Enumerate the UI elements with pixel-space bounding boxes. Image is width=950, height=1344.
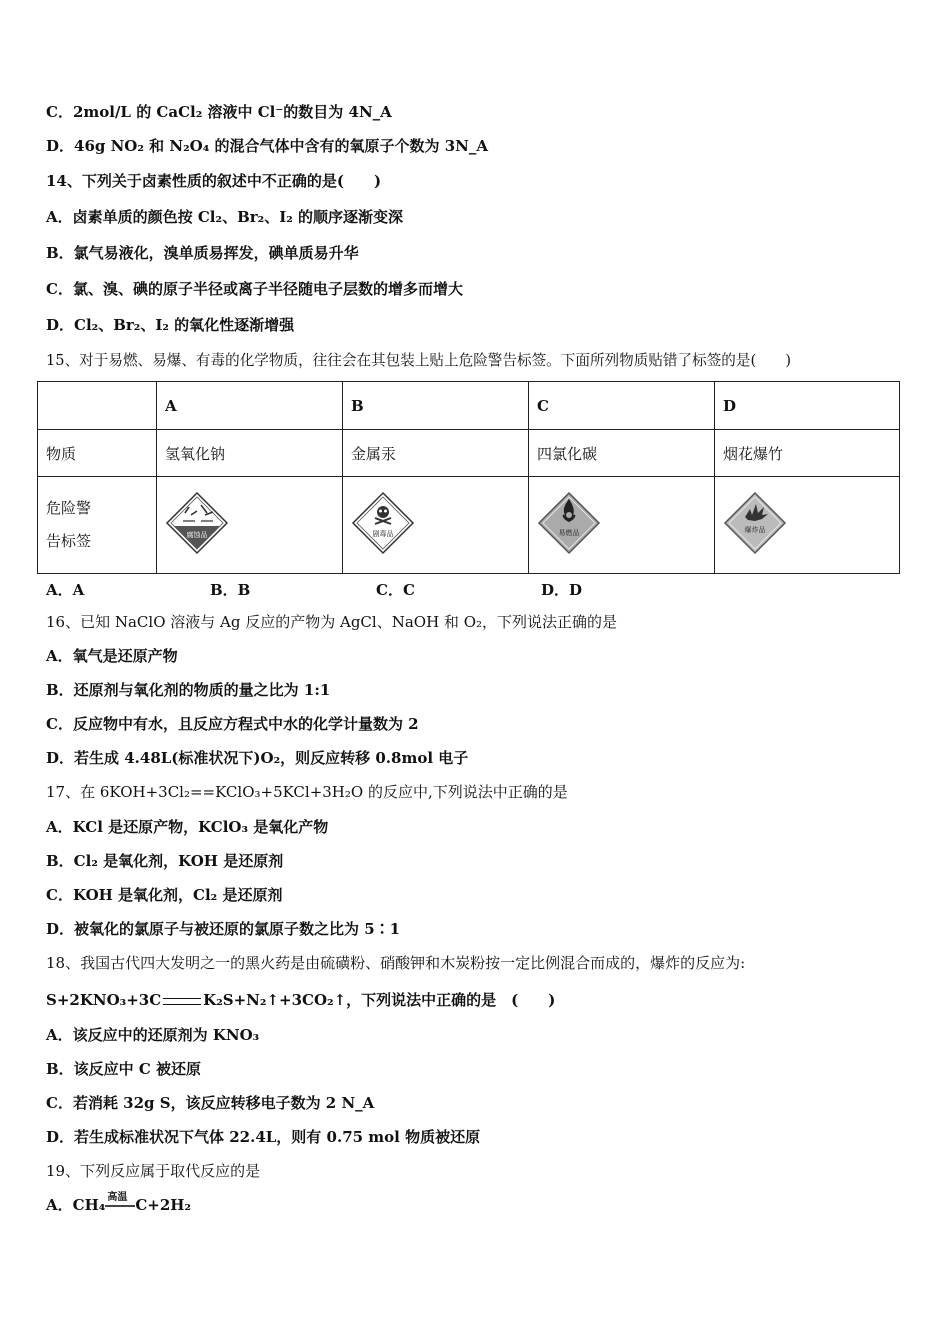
reaction-arrow-icon: [105, 1192, 135, 1212]
q16-option-b: B．还原剂与氧化剂的物质的量之比为 1:1: [46, 681, 331, 699]
q17-option-b: B．Cl₂ 是氧化剂，KOH 是还原剂: [46, 852, 284, 870]
q16-stem: 16、已知 NaClO 溶液与 Ag 反应的产物为 AgCl、NaOH 和 O₂，下列说法正确的是: [46, 613, 618, 631]
row-label-line-1: 危险警: [46, 499, 92, 517]
q18-option-c: C．若消耗 32g S，该反应转移电子数为 2 N_A: [46, 1094, 375, 1112]
col-header-a: A: [157, 382, 343, 430]
col-header-c: C: [529, 382, 715, 430]
q13-option-c: C．2mol/L 的 CaCl₂ 溶液中 Cl⁻的数目为 4N_A: [46, 103, 392, 121]
row-label-line-2: 告标签: [46, 532, 92, 550]
q17-option-a: A．KCl 是还原产物，KClO₃ 是氧化产物: [46, 818, 329, 836]
reaction-condition: 高温: [107, 1192, 128, 1203]
row-header-substance: 物质: [38, 430, 157, 477]
explosive-sign-icon: [723, 491, 787, 555]
sign-cell-c: [529, 477, 715, 574]
q17-option-c: C．KOH 是氧化剂，Cl₂ 是还原剂: [46, 886, 283, 904]
q19-a-right: C+2H₂: [135, 1196, 192, 1214]
q18-option-d: D．若生成标准状况下气体 22.4L，则有 0.75 mol 物质被还原: [46, 1128, 481, 1146]
sign-a-text: 腐蚀品: [186, 531, 208, 539]
q17-option-d: D．被氧化的氯原子与被还原的氯原子数之比为 5∶1: [46, 920, 401, 938]
col-header-d: D: [715, 382, 900, 430]
substance-d: 烟花爆竹: [715, 430, 900, 477]
hazard-table: [37, 381, 900, 574]
q16-option-c: C．反应物中有水，且反应方程式中水的化学计量数为 2: [46, 715, 419, 733]
q19-a-left: A．CH₄: [46, 1196, 106, 1214]
sign-cell-d: [715, 477, 900, 574]
equals-double-line-icon: [163, 998, 201, 1005]
col-header-b: B: [343, 382, 529, 430]
q19-stem: 19、下列反应属于取代反应的是: [46, 1162, 261, 1180]
q17-stem: 17、在 6KOH+3Cl₂==KClO₃+5KCl+3H₂O 的反应中,下列说法中正确的是: [46, 783, 568, 801]
q15-option-b: B．B: [210, 581, 251, 599]
toxic-skull-sign-icon: [351, 491, 415, 555]
substance-b: 金属汞: [343, 430, 529, 477]
sign-c-text: 易燃品: [558, 529, 580, 537]
q14-option-b: B．氯气易液化，溴单质易挥发，碘单质易升华: [46, 244, 359, 262]
q18-option-a: A．该反应中的还原剂为 KNO₃: [46, 1026, 260, 1044]
q14-option-d: D．Cl₂、Br₂、I₂ 的氧化性逐渐增强: [46, 316, 295, 334]
sign-b-text: 剧毒品: [372, 530, 394, 538]
q19-option-a: [46, 1192, 192, 1215]
sign-cell-a: [157, 477, 343, 574]
q16-option-a: A．氧气是还原产物: [46, 647, 178, 665]
q18-eq-left: S+2KNO₃+3C: [46, 991, 162, 1009]
q14-option-a: A．卤素单质的颜色按 Cl₂、Br₂、I₂ 的顺序逐渐变深: [46, 208, 404, 226]
corrosive-sign-icon: [165, 491, 229, 555]
q18-option-b: B．该反应中 C 被还原: [46, 1060, 202, 1078]
substance-c: 四氯化碳: [529, 430, 715, 477]
q18-eq-right: K₂S+N₂↑+3CO₂↑，下列说法中正确的是 ( ): [203, 991, 556, 1009]
q15-option-d: D．D: [541, 581, 583, 599]
substance-a: 氢氧化钠: [157, 430, 343, 477]
q18-stem: 18、我国古代四大发明之一的黑火药是由硫磺粉、硝酸钾和木炭粉按一定比例混合而成的，爆炸的反应为:: [46, 954, 746, 972]
q18-equation: [46, 990, 555, 1010]
q15-stem: 15、对于易燃、易爆、有毒的化学物质，往往会在其包装上贴上危险警告标签。下面所列物质贴错了标签的是( ): [46, 352, 792, 369]
q14-stem: 14、下列关于卤素性质的叙述中不正确的是( ): [46, 172, 382, 190]
table-corner: [38, 382, 157, 430]
q15-option-a: A．A: [46, 581, 85, 599]
q16-option-d: D．若生成 4.48L(标准状况下)O₂，则反应转移 0.8mol 电子: [46, 749, 469, 767]
row-header-label: [38, 477, 157, 574]
q14-option-c: C．氯、溴、碘的原子半径或离子半径随电子层数的增多而增大: [46, 280, 463, 298]
sign-cell-b: [343, 477, 529, 574]
sign-d-text: 爆炸品: [744, 526, 766, 534]
q15-option-c: C．C: [376, 581, 415, 599]
flammable-sign-icon: [537, 491, 601, 555]
q13-option-d: D．46g NO₂ 和 N₂O₄ 的混合气体中含有的氧原子个数为 3N_A: [46, 137, 489, 155]
